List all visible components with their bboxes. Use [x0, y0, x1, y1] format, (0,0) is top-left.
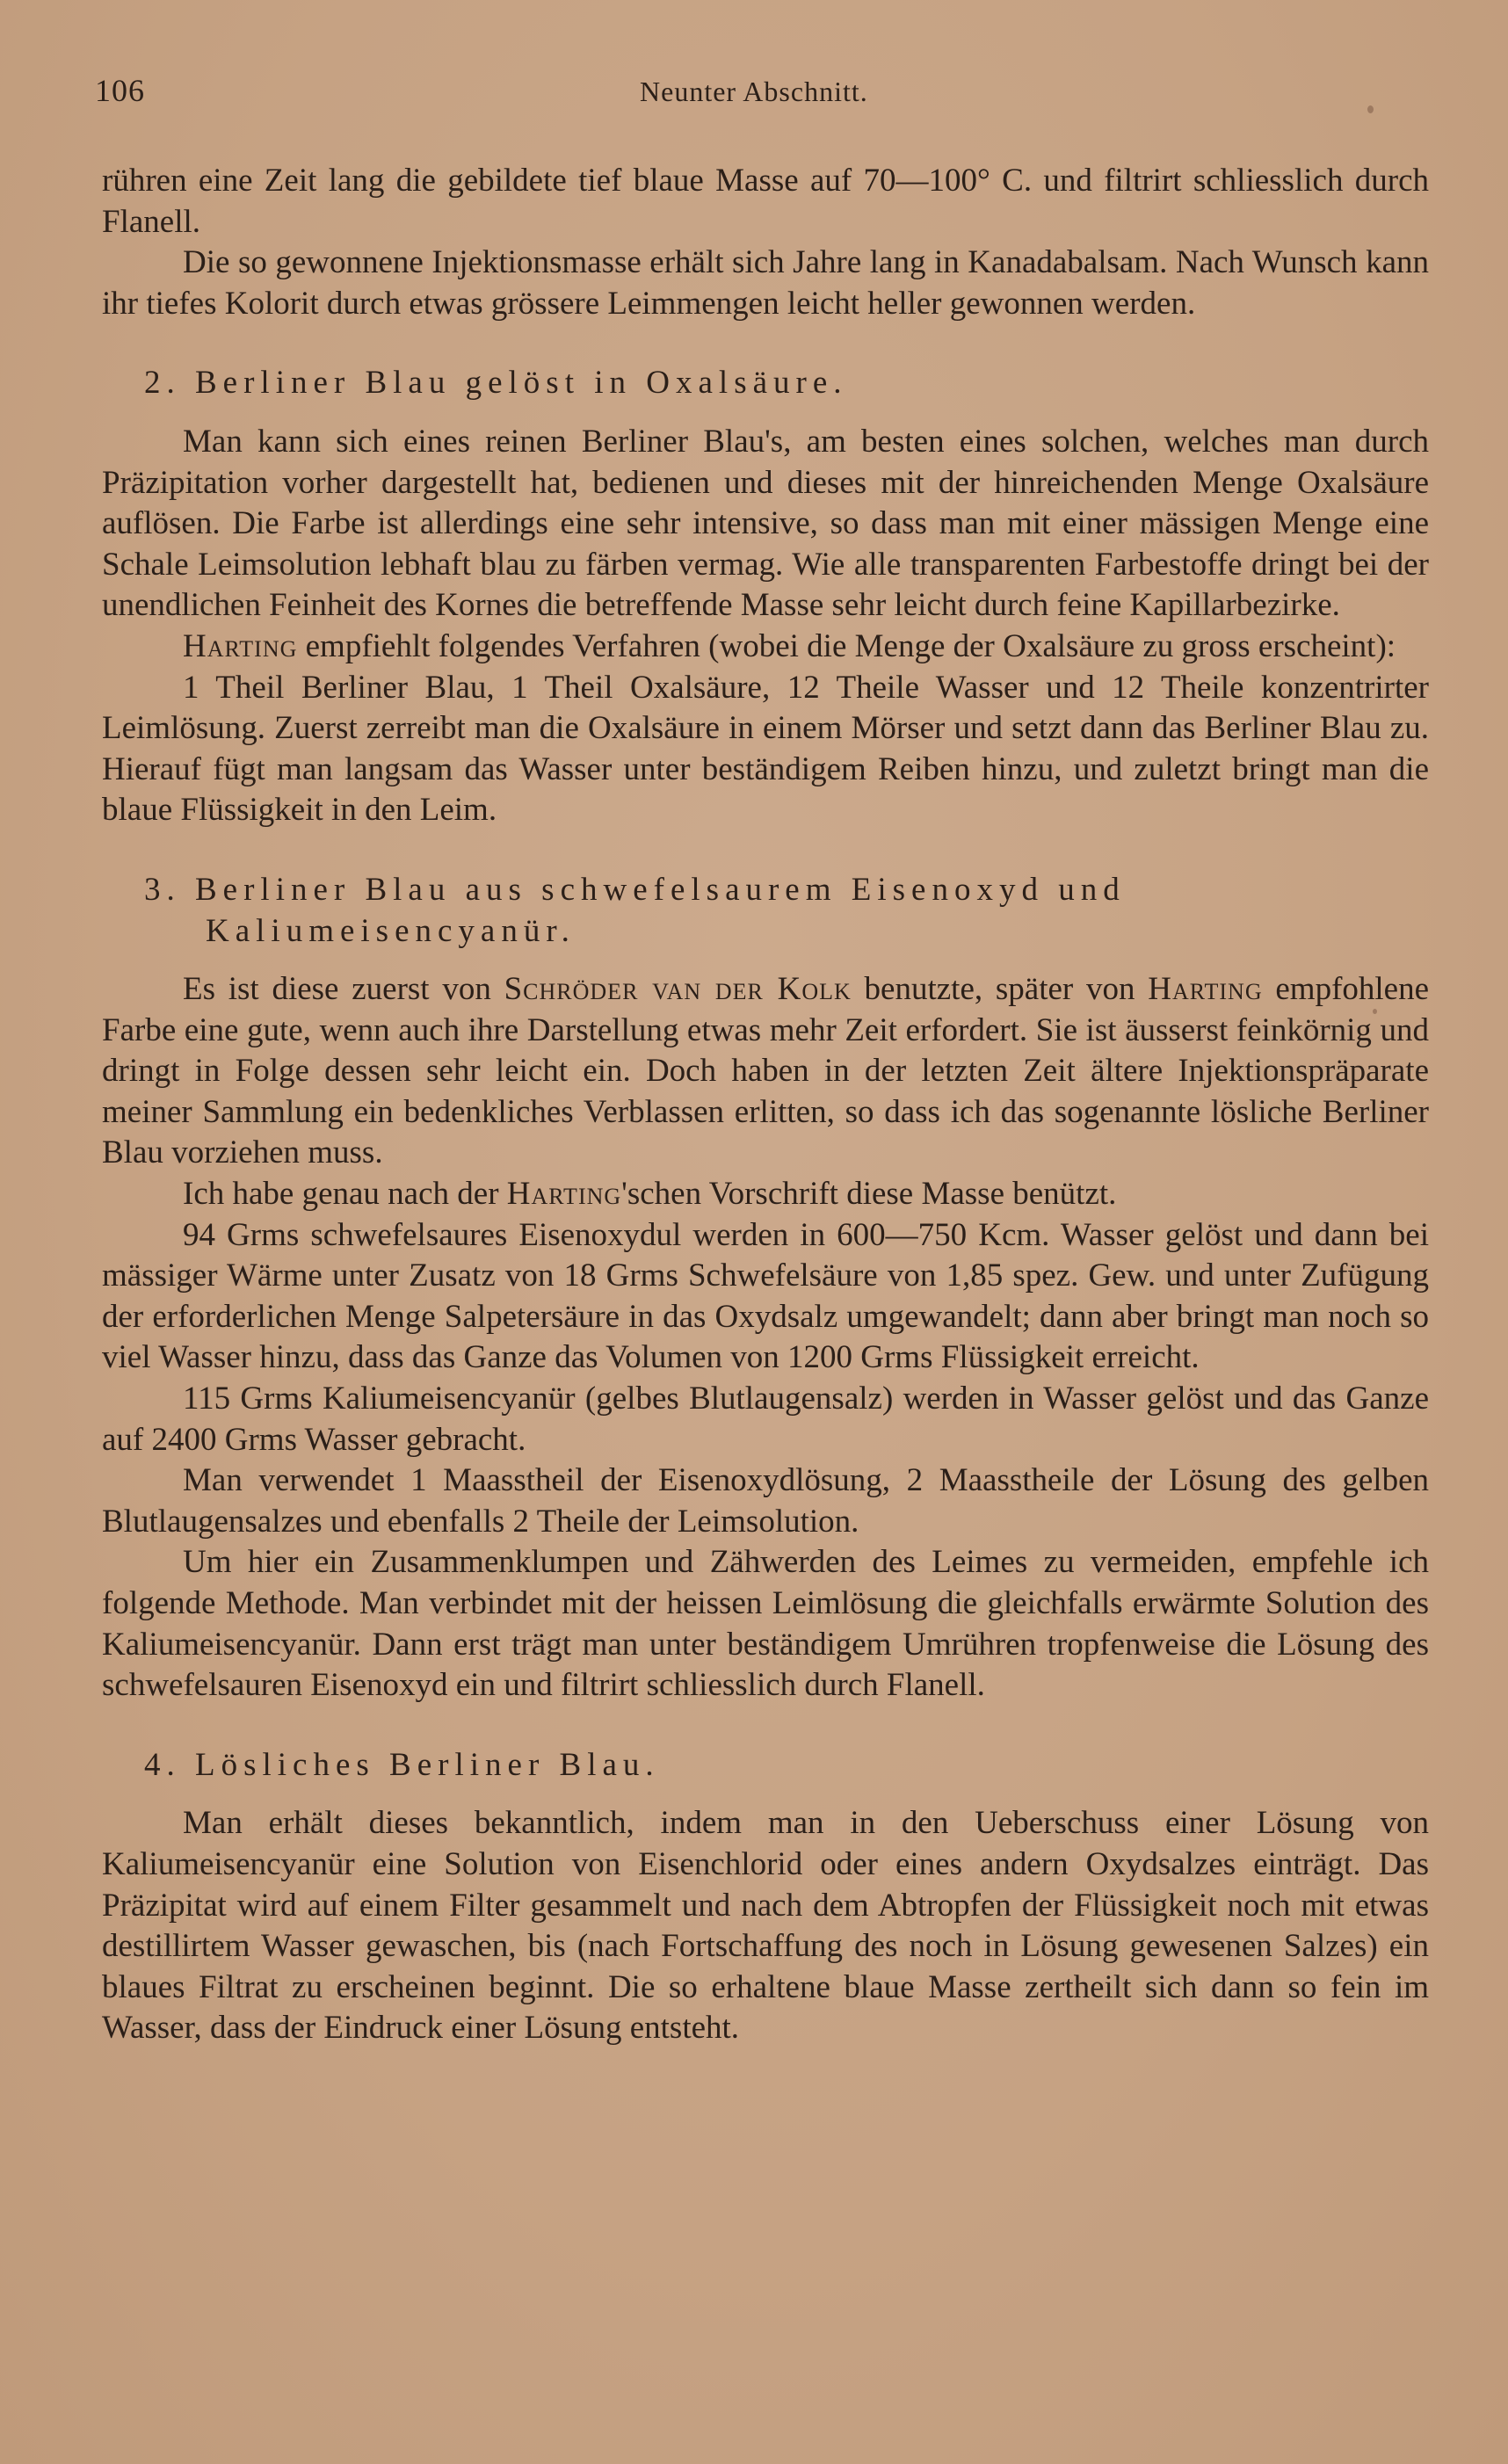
paragraph-text: Ich habe genau nach der	[183, 1176, 507, 1213]
paragraph: Man kann sich eines reinen Berliner Blau's, am besten eines solchen, welches man durch Präzipitation vorher dargestellt hat, bedienen und dieses mit der hinreichenden Menge Oxalsäure auflösen. Die Farbe ist allerdings eine sehr intensive, so dass man mit einer mässigen Menge eine Schale Leimsolution lebhaft blau zu färben vermag. Wie alle transparenten Farbestoffe dringt bei der unendlichen Feinheit des Kornes die betreffende Masse sehr leicht durch feine Kapillarbezirke.	[102, 423, 1429, 624]
section-heading-2: 2. Berliner Blau gelöst in Oxalsäure.	[144, 365, 848, 402]
running-head: Neunter Abschnitt.	[640, 76, 868, 107]
paragraph: Man erhält dieses bekanntlich, indem man in den Ueberschuss einer Lösung von Kaliumeisencyanür eine Solution von Eisenchlorid oder eines andern Oxydsalzes einträgt. Das Präzipitat wird auf einem Filter gesammelt und nach dem Abtropfen der Flüssigkeit noch mit etwas destillirtem Wasser gewaschen, bis (nach Fortschaffung des noch in Lösung gewesenen Salzes) ein blaues Filtrat zu erscheinen beginnt. Die so erhaltene blaue Masse zertheilt sich dann so fein im Wasser, dass der Eindruck einer Lösung entsteht.	[102, 1805, 1429, 2047]
page-body	[102, 161, 1429, 2049]
author-name: Harting	[183, 627, 298, 664]
paragraph: 1 Theil Berliner Blau, 1 Theil Oxalsäure, 12 Theile Wasser und 12 Theile konzentrirter Leimlösung. Zuerst zerreibt man die Oxalsäure in einem Mörser und setzt dann das Berliner Blau zu. Hierauf fügt man langsam das Wasser unter beständigem Reiben hinzu, und zuletzt bringt man die blaue Flüssigkeit in den Leim.	[102, 669, 1429, 829]
paragraph-text: benutzte, später von	[851, 971, 1149, 1008]
paragraph	[102, 627, 1429, 668]
section-heading-3: 3. Berliner Blau aus schwefelsaurem Eisenoxyd und Kaliumeisencyanür.	[144, 871, 1126, 949]
paragraph: 115 Grms Kaliumeisencyanür (gelbes Blutlaugensalz) werden in Wasser gelöst und das Ganze auf 2400 Grms Wasser gebracht.	[102, 1381, 1429, 1458]
paragraph-text: empfiehlt folgendes Verfahren (wobei die Menge der Oxalsäure zu gross erscheint):	[297, 627, 1396, 664]
paragraph	[102, 1174, 1429, 1215]
paragraph: 94 Grms schwefelsaures Eisenoxydul werden in 600—750 Kcm. Wasser gelöst und dann bei mässiger Wärme unter Zusatz von 18 Grms Schwefelsäure von 1,85 spez. Gew. und unter Zufügung der erforderlichen Menge Salpetersäure in das Oxydsalz umgewandelt; dann aber bringt man noch so viel Wasser hinzu, dass das Ganze das Volumen von 1200 Grms Flüssigkeit erreicht.	[102, 1216, 1429, 1376]
paragraph-text: empfohlene Farbe eine gute, wenn auch ihre Darstellung etwas mehr Zeit erfordert. Sie ist äusserst feinkörnig und dringt in Folge dessen sehr leicht ein. Doch haben in der letzten Zeit ältere Injektionspräparate meiner Sammlung ein bedenkliches Verblassen erlitten, so dass ich das sogenannte lösliche Berliner Blau vorziehen muss.	[102, 971, 1430, 1171]
author-name: Harting	[506, 1176, 622, 1213]
paragraph-text: Es ist diese zuerst von	[183, 971, 504, 1008]
page-header	[95, 72, 1431, 116]
spacer	[102, 1707, 1429, 1728]
paragraph: Um hier ein Zusammenklumpen und Zähwerden des Leimes zu vermeiden, empfehle ich folgende Methode. Man verbindet mit der heissen Leimlösung die gleichfalls erwärmte Solution des Kaliumeisencyanür. Dann erst trägt man unter beständigem Umrühren tropfenweise die Lösung des schwefelsauren Eisenoxyd ein und filtrirt schliesslich durch Flanell.	[102, 1544, 1429, 1704]
paragraph	[102, 969, 1429, 1174]
spacer	[102, 324, 1429, 345]
author-name: Schröder van der Kolk	[504, 971, 852, 1008]
paragraph-continuation: rühren eine Zeit lang die gebildete tief blaue Masse auf 70—100° C. und filtrirt schliesslich durch Flanell.	[102, 163, 1429, 240]
section-heading-4: 4. Lösliches Berliner Blau.	[144, 1746, 660, 1783]
paragraph: Man verwendet 1 Maasstheil der Eisenoxydlösung, 2 Maasstheile der Lösung des gelben Blutlaugensalzes und ebenfalls 2 Theile der Leimsolution.	[102, 1462, 1429, 1540]
page-number: 106	[95, 73, 145, 108]
author-name: Harting	[1148, 971, 1263, 1008]
spacer	[102, 831, 1429, 852]
paragraph-text: 'schen Vorschrift diese Masse benützt.	[621, 1176, 1117, 1213]
paragraph: Die so gewonnene Injektionsmasse erhält sich Jahre lang in Kanadabalsam. Nach Wunsch kann ihr tiefes Kolorit durch etwas grössere Leimmengen leicht heller gewonnen werden.	[102, 244, 1429, 322]
